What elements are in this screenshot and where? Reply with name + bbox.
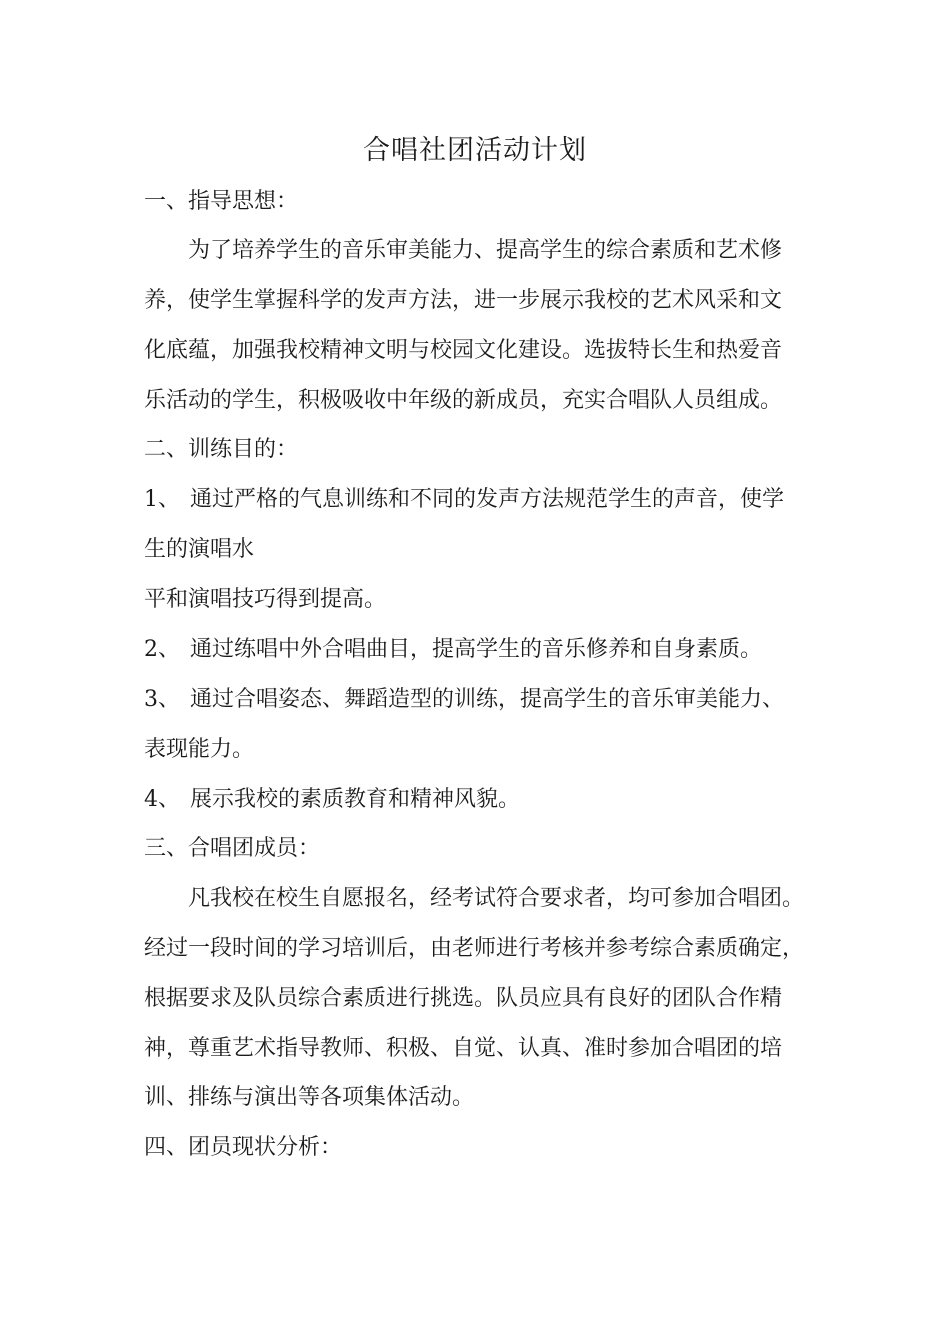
paragraph-line: 训、排练与演出等各项集体活动。 xyxy=(144,1085,475,1110)
section-heading-training-goals: 二、训练目的： xyxy=(144,437,299,462)
paragraph-line: 根据要求及队员综合素质进行挑选。队员应具有良好的团队合作精 xyxy=(144,986,783,1011)
list-item-continuation: 表现能力。 xyxy=(144,737,255,762)
paragraph-line: 乐活动的学生，积极吸收中年级的新成员，充实合唱队人员组成。 xyxy=(144,388,783,413)
list-item-text: 展示我校的素质教育和精神风貌。 xyxy=(190,787,521,812)
list-item-number: 3、 xyxy=(144,687,180,712)
paragraph-line: 化底蕴，加强我校精神文明与校园文化建设。选拔特长生和热爱音 xyxy=(144,338,783,363)
list-item xyxy=(144,785,520,815)
list-item xyxy=(144,685,784,715)
section-heading-member-analysis: 四、团员现状分析： xyxy=(144,1135,343,1160)
list-item-continuation: 生的演唱水 xyxy=(144,537,255,562)
list-item-text: 通过合唱姿态、舞蹈造型的训练，提高学生的音乐审美能力、 xyxy=(190,687,785,712)
paragraph-line: 经过一段时间的学习培训后，由老师进行考核并参考综合素质确定， xyxy=(144,936,805,961)
paragraph-line: 养，使学生掌握科学的发声方法，进一步展示我校的艺术风采和文 xyxy=(144,288,783,313)
paragraph-line: 凡我校在校生自愿报名，经考试符合要求者，均可参加合唱团。 xyxy=(188,886,805,911)
list-item-continuation: 平和演唱技巧得到提高。 xyxy=(144,587,387,612)
section-heading-choir-members: 三、合唱团成员： xyxy=(144,836,321,861)
document-title: 合唱社团活动计划 xyxy=(363,135,587,166)
paragraph-line: 神，尊重艺术指导教师、积极、自觉、认真、准时参加合唱团的培 xyxy=(144,1036,783,1061)
list-item-number: 2、 xyxy=(144,637,180,662)
list-item xyxy=(144,485,784,515)
section-heading-guiding-ideology: 一、指导思想： xyxy=(144,189,299,214)
paragraph-line: 为了培养学生的音乐审美能力、提高学生的综合素质和艺术修 xyxy=(188,238,783,263)
list-item-number: 4、 xyxy=(144,787,180,812)
list-item-text: 通过严格的气息训练和不同的发声方法规范学生的声音，使学 xyxy=(190,487,785,512)
list-item-number: 1、 xyxy=(144,487,180,512)
list-item-text: 通过练唱中外合唱曲目，提高学生的音乐修养和自身素质。 xyxy=(190,637,763,662)
list-item xyxy=(144,635,762,665)
